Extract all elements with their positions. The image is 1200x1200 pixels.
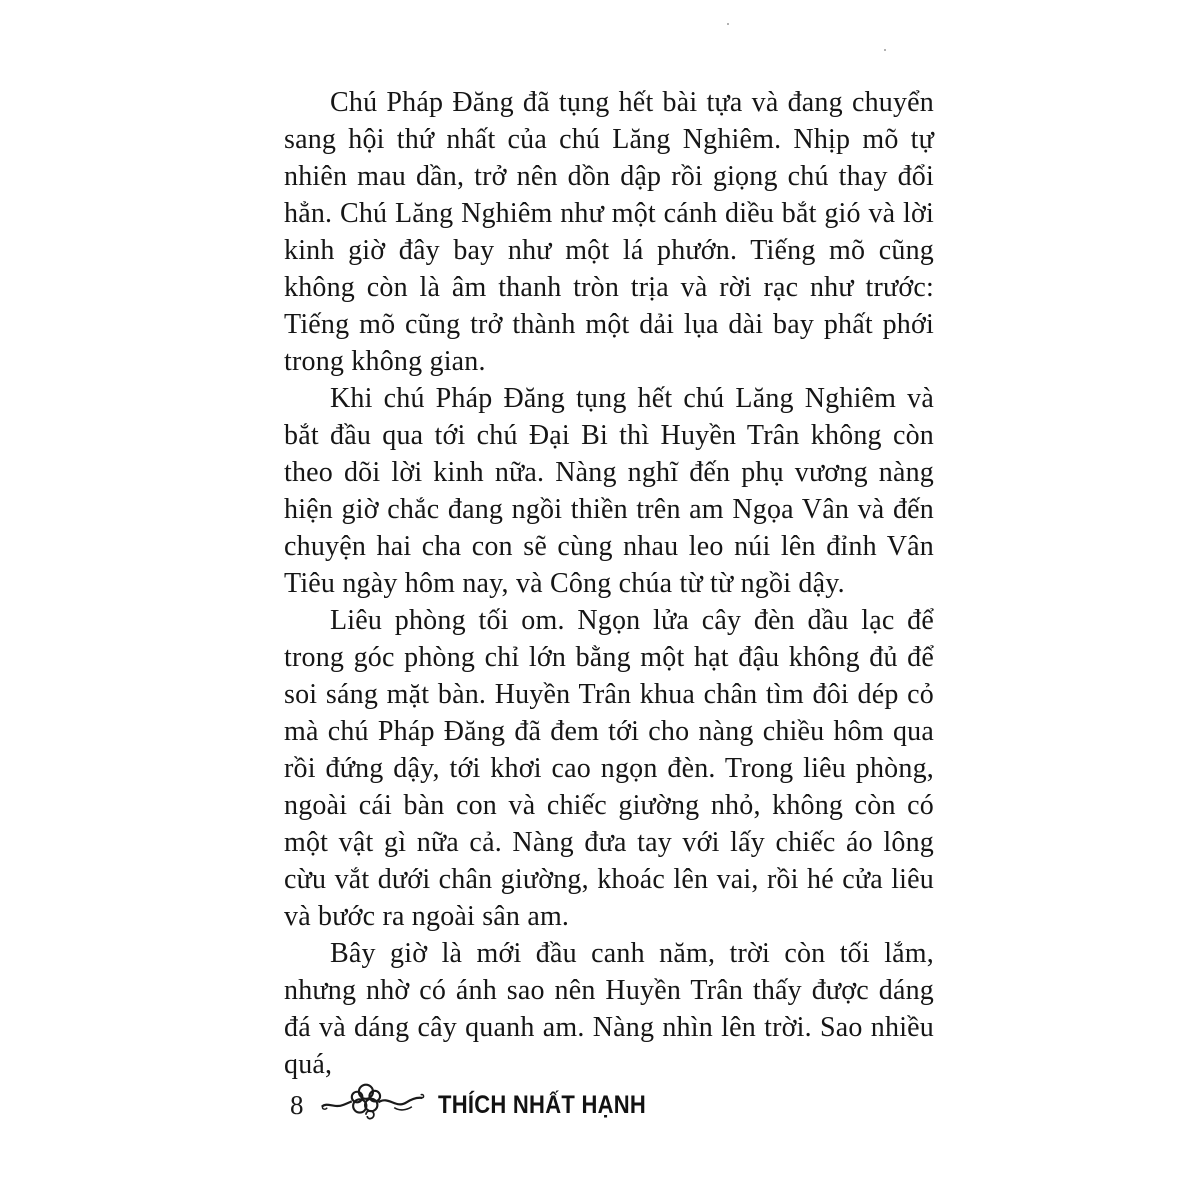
paragraph-3: Liêu phòng tối om. Ngọn lửa cây đèn dầu lạc để trong góc phòng chỉ lớn bằng một hạt đậu không đủ để soi sáng mặt bàn. Huyền Trân khua chân tìm đôi dép cỏ mà chú Pháp Đăng đã đem tới cho nàng chiều hôm qua rồi đứng dậy, tới khơi cao ngọn đèn. Trong liêu phòng, ngoài cái bàn con và chiếc giường nhỏ, không còn có một vật gì nữa cả. Nàng đưa tay với lấy chiếc áo lông cừu vắt dưới chân giường, khoác lên vai, rồi hé cửa liêu và bước ra ngoài sân am. — [284, 605, 934, 932]
body-text — [284, 84, 934, 1083]
scan-speck — [727, 23, 729, 25]
paragraph-4: Bây giờ là mới đầu canh năm, trời còn tối lắm, nhưng nhờ có ánh sao nên Huyền Trân thấy được dáng đá và dáng cây quanh am. Nàng nhìn lên trời. Sao nhiều quá, — [284, 938, 934, 1080]
scan-speck — [884, 49, 886, 51]
author-name: THÍCH NHẤT HẠNH — [437, 1090, 646, 1119]
paragraph-1: Chú Pháp Đăng đã tụng hết bài tựa và đang chuyển sang hội thứ nhất của chú Lăng Nghiêm. Nhịp mõ tự nhiên mau dần, trở nên dồn dập rồi giọng chú thay đổi hẳn. Chú Lăng Nghiêm như một cánh diều bắt gió và lời kinh giờ đây bay như một lá phướn. Tiếng mõ cũng không còn là âm thanh tròn trịa và rời rạc như trước: Tiếng mõ cũng trở thành một dải lụa dài bay phất phới trong không gian. — [284, 87, 934, 377]
cloud-scroll-ornament-icon — [320, 1082, 426, 1128]
paragraph-2: Khi chú Pháp Đăng tụng hết chú Lăng Nghiêm và bắt đầu qua tới chú Đại Bi thì Huyền Trân không còn theo dõi lời kinh nữa. Nàng nghĩ đến phụ vương nàng hiện giờ chắc đang ngồi thiền trên am Ngọa Vân và đến chuyện hai cha con sẽ cùng nhau leo núi lên đỉnh Vân Tiêu ngày hôm nay, và Công chúa từ từ ngồi dậy. — [284, 383, 934, 599]
page-number: 8 — [290, 1089, 304, 1120]
page-footer — [290, 1080, 674, 1130]
